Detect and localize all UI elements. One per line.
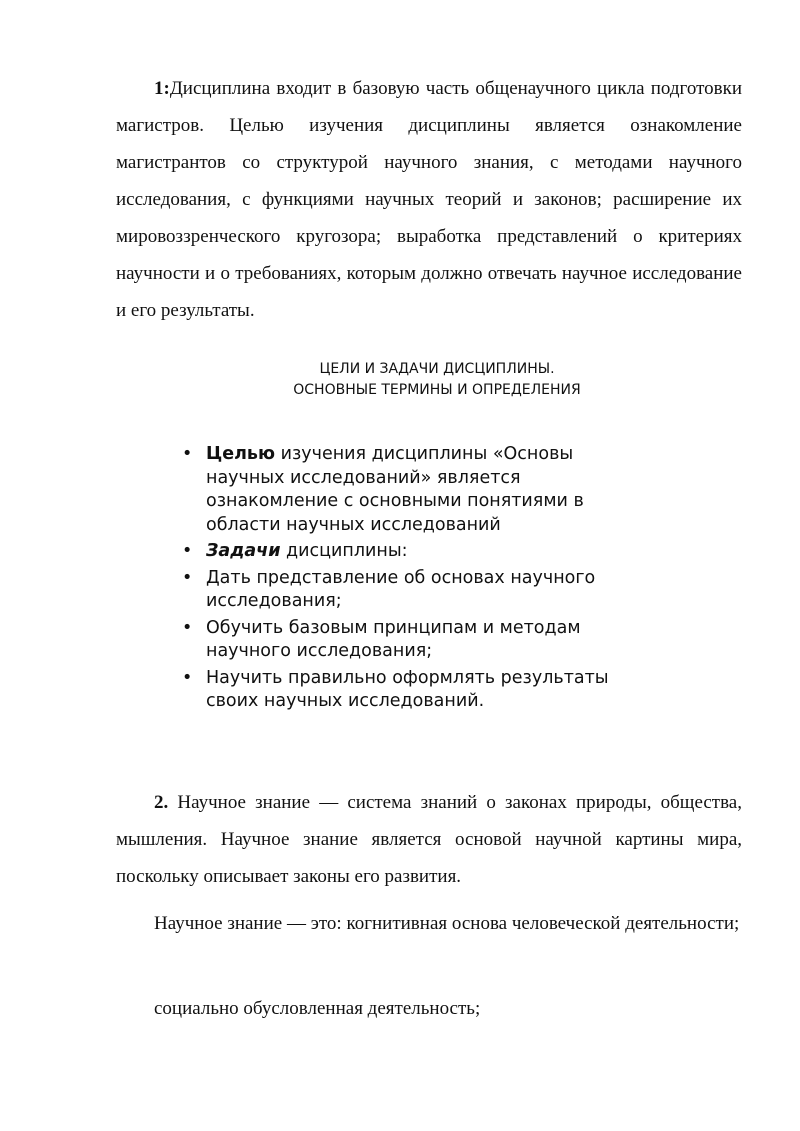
bullet-icon: •	[182, 444, 193, 464]
bullet-icon: •	[182, 567, 193, 588]
section-2-number: 2.	[154, 792, 169, 813]
tasks-keyword: Задачи	[206, 541, 281, 561]
slide-title-line-2: ОСНОВНЫЕ ТЕРМИНЫ И ОПРЕДЕЛЕНИЯ	[293, 382, 581, 398]
section-2-text: Научное знание — система знаний о законах природы, общества, мышления. Научное знание является основой научной картины мира, поскольку описывает законы его развития.	[116, 792, 742, 887]
embedded-slide	[176, 356, 656, 726]
section-1-number: 1:	[154, 78, 170, 99]
bullet-task-1	[176, 567, 656, 614]
bullet-icon: •	[182, 667, 193, 688]
section-1-paragraph	[116, 70, 742, 329]
task-2-text: Обучить базовым принципам и методам научного исследования;	[206, 617, 581, 661]
section-2-paragraph	[116, 784, 742, 895]
goal-text: изучения дисциплины «Основы научных исследований» является ознакомление с основными понятиями в области научных исследований	[206, 444, 584, 535]
bullet-task-3	[176, 667, 656, 714]
task-3-text: Научить правильно оформлять результаты своих научных исследований.	[206, 667, 609, 711]
bullet-task-2	[176, 617, 656, 664]
bullet-icon: •	[182, 617, 193, 638]
bullet-icon: •	[182, 541, 193, 561]
slide-title-line-1: ЦЕЛИ И ЗАДАЧИ ДИСЦИПЛИНЫ.	[319, 361, 555, 377]
tasks-text: дисциплины:	[280, 541, 408, 561]
task-1-text: Дать представление об основах научного исследования;	[206, 567, 596, 611]
bullet-tasks	[176, 540, 656, 564]
goal-keyword: Целью	[206, 444, 276, 464]
section-1-text: Дисциплина входит в базовую часть общенаучного цикла подготовки магистров. Целью изучения дисциплины является ознакомление магистрантов со структурой научного знания, с методами научного исследования, с функциями научных теорий и законов; расширение их мировоззренческого кругозора; выработка представлений о критериях научности и о требованиях, которым должно отвечать научное исследование и его результаты.	[116, 78, 742, 321]
definition-item-paragraph: социально обусловленная деятельность;	[154, 998, 481, 1019]
definition-paragraph: Научное знание — это: когнитивная основа человеческой деятельности;	[154, 913, 740, 934]
slide-bullet-list	[176, 443, 656, 717]
bullet-goal	[176, 443, 656, 537]
